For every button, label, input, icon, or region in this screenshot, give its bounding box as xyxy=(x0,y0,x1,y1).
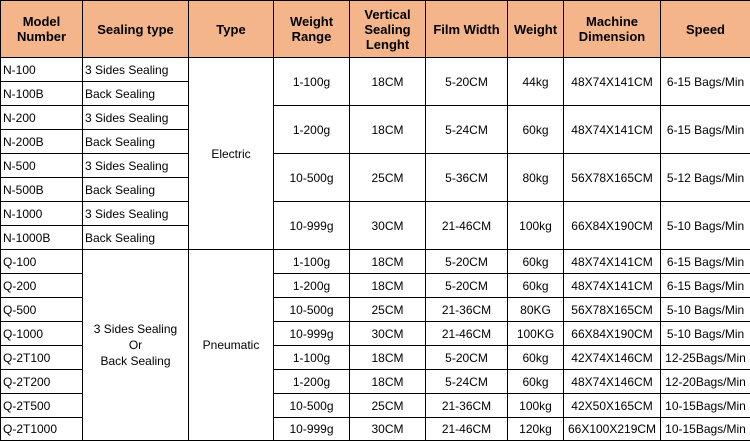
range-cell: 10-999g xyxy=(274,202,350,250)
weight-cell: 60kg xyxy=(508,346,564,370)
speed-cell: 5-10 Bags/Min xyxy=(661,322,750,346)
speed-cell: 12-20Bags/Min xyxy=(661,370,750,394)
dimension-cell: 42X74X146CM xyxy=(564,346,661,370)
model-cell: Q-200 xyxy=(1,274,83,298)
dimension-cell: 66X84X190CM xyxy=(564,322,661,346)
sealing-cell: 3 Sides Sealing xyxy=(83,58,189,82)
vertical-cell: 25CM xyxy=(350,154,426,202)
sealing-cell-pneumatic xyxy=(83,250,189,441)
model-cell: N-500B xyxy=(1,178,83,202)
film-cell: 5-20CM xyxy=(426,58,508,106)
model-cell: N-100 xyxy=(1,58,83,82)
range-cell: 10-500g xyxy=(274,394,350,418)
table-row xyxy=(1,250,750,274)
dimension-cell: 66X84X190CM xyxy=(564,202,661,250)
vertical-cell: 25CM xyxy=(350,298,426,322)
weight-cell: 80kg xyxy=(508,154,564,202)
sealing-cell: Back Sealing xyxy=(83,130,189,154)
range-cell: 1-200g xyxy=(274,274,350,298)
model-cell: Q-2T200 xyxy=(1,370,83,394)
film-cell: 5-24CM xyxy=(426,370,508,394)
film-cell: 5-24CM xyxy=(426,106,508,154)
sealing-line: 3 Sides Sealing xyxy=(83,321,188,337)
vertical-cell: 30CM xyxy=(350,418,426,441)
film-cell: 21-46CM xyxy=(426,202,508,250)
header-weight: Weight xyxy=(508,1,564,58)
range-cell: 1-200g xyxy=(274,106,350,154)
speed-cell: 5-10 Bags/Min xyxy=(661,298,750,322)
range-cell: 1-200g xyxy=(274,370,350,394)
vertical-cell: 18CM xyxy=(350,370,426,394)
table-row xyxy=(1,154,750,178)
model-cell: N-200B xyxy=(1,130,83,154)
header-model-number: Model Number xyxy=(1,1,83,58)
vertical-cell: 18CM xyxy=(350,274,426,298)
vertical-cell: 18CM xyxy=(350,58,426,106)
vertical-cell: 18CM xyxy=(350,106,426,154)
film-cell: 21-46CM xyxy=(426,322,508,346)
dimension-cell: 42X50X165CM xyxy=(564,394,661,418)
header-sealing-type: Sealing type xyxy=(83,1,189,58)
film-cell: 21-36CM xyxy=(426,298,508,322)
film-cell: 21-36CM xyxy=(426,394,508,418)
dimension-cell: 56X78X165CM xyxy=(564,298,661,322)
vertical-cell: 25CM xyxy=(350,394,426,418)
model-cell: N-500 xyxy=(1,154,83,178)
vertical-cell: 30CM xyxy=(350,202,426,250)
film-cell: 5-20CM xyxy=(426,274,508,298)
table-row xyxy=(1,58,750,82)
dimension-cell: 48X74X146CM xyxy=(564,370,661,394)
header-machine-dimension: Machine Dimension xyxy=(564,1,661,58)
dimension-cell: 66X100X219CM xyxy=(564,418,661,441)
vertical-cell: 30CM xyxy=(350,322,426,346)
speed-cell: 5-10 Bags/Min xyxy=(661,202,750,250)
speed-cell: 5-12 Bags/Min xyxy=(661,154,750,202)
weight-cell: 100KG xyxy=(508,322,564,346)
dimension-cell: 48X74X141CM xyxy=(564,58,661,106)
table-row xyxy=(1,106,750,130)
table-header xyxy=(1,1,750,58)
model-cell: Q-1000 xyxy=(1,322,83,346)
weight-cell: 120kg xyxy=(508,418,564,441)
sealing-cell: 3 Sides Sealing xyxy=(83,202,189,226)
sealing-cell: 3 Sides Sealing xyxy=(83,154,189,178)
film-cell: 21-46CM xyxy=(426,418,508,441)
header-type: Type xyxy=(189,1,274,58)
table-row xyxy=(1,202,750,226)
weight-cell: 60kg xyxy=(508,106,564,154)
dimension-cell: 56X78X165CM xyxy=(564,154,661,202)
speed-cell: 6-15 Bags/Min xyxy=(661,106,750,154)
weight-cell: 60kg xyxy=(508,274,564,298)
weight-cell: 100kg xyxy=(508,394,564,418)
header-vertical-sealing-length: Vertical Sealing Lenght xyxy=(350,1,426,58)
vertical-cell: 18CM xyxy=(350,346,426,370)
model-cell: Q-100 xyxy=(1,250,83,274)
model-cell: N-100B xyxy=(1,82,83,106)
range-cell: 10-999g xyxy=(274,322,350,346)
model-cell: N-200 xyxy=(1,106,83,130)
header-weight-range: Weight Range xyxy=(274,1,350,58)
weight-cell: 100kg xyxy=(508,202,564,250)
model-cell: Q-2T500 xyxy=(1,394,83,418)
range-cell: 1-100g xyxy=(274,250,350,274)
sealing-cell: 3 Sides Sealing xyxy=(83,106,189,130)
sealing-line: Or xyxy=(83,337,188,353)
range-cell: 1-100g xyxy=(274,58,350,106)
model-cell: N-1000 xyxy=(1,202,83,226)
header-film-width: Film Width xyxy=(426,1,508,58)
dimension-cell: 48X74X141CM xyxy=(564,274,661,298)
speed-cell: 6-15 Bags/Min xyxy=(661,58,750,106)
dimension-cell: 48X74X141CM xyxy=(564,106,661,154)
sealing-cell: Back Sealing xyxy=(83,226,189,250)
weight-cell: 60kg xyxy=(508,370,564,394)
sealing-cell: Back Sealing xyxy=(83,178,189,202)
speed-cell: 10-15Bags/Min xyxy=(661,418,750,441)
weight-cell: 60kg xyxy=(508,250,564,274)
speed-cell: 6-15 Bags/Min xyxy=(661,250,750,274)
film-cell: 5-20CM xyxy=(426,250,508,274)
speed-cell: 6-15 Bags/Min xyxy=(661,274,750,298)
header-speed: Speed xyxy=(661,1,750,58)
weight-cell: 80KG xyxy=(508,298,564,322)
dimension-cell: 48X74X141CM xyxy=(564,250,661,274)
sealing-cell: Back Sealing xyxy=(83,82,189,106)
speed-cell: 12-25Bags/Min xyxy=(661,346,750,370)
type-cell-electric: Electric xyxy=(189,58,274,250)
type-cell-pneumatic: Pneumatic xyxy=(189,250,274,441)
range-cell: 1-100g xyxy=(274,346,350,370)
film-cell: 5-36CM xyxy=(426,154,508,202)
model-cell: Q-2T100 xyxy=(1,346,83,370)
film-cell: 5-20CM xyxy=(426,346,508,370)
range-cell: 10-500g xyxy=(274,154,350,202)
range-cell: 10-500g xyxy=(274,298,350,322)
model-cell: Q-500 xyxy=(1,298,83,322)
table-body xyxy=(1,58,750,441)
model-cell: Q-2T1000 xyxy=(1,418,83,441)
model-cell: N-1000B xyxy=(1,226,83,250)
vertical-cell: 18CM xyxy=(350,250,426,274)
range-cell: 10-999g xyxy=(274,418,350,441)
speed-cell: 10-15Bags/Min xyxy=(661,394,750,418)
sealing-line: Back Sealing xyxy=(83,353,188,369)
weight-cell: 44kg xyxy=(508,58,564,106)
